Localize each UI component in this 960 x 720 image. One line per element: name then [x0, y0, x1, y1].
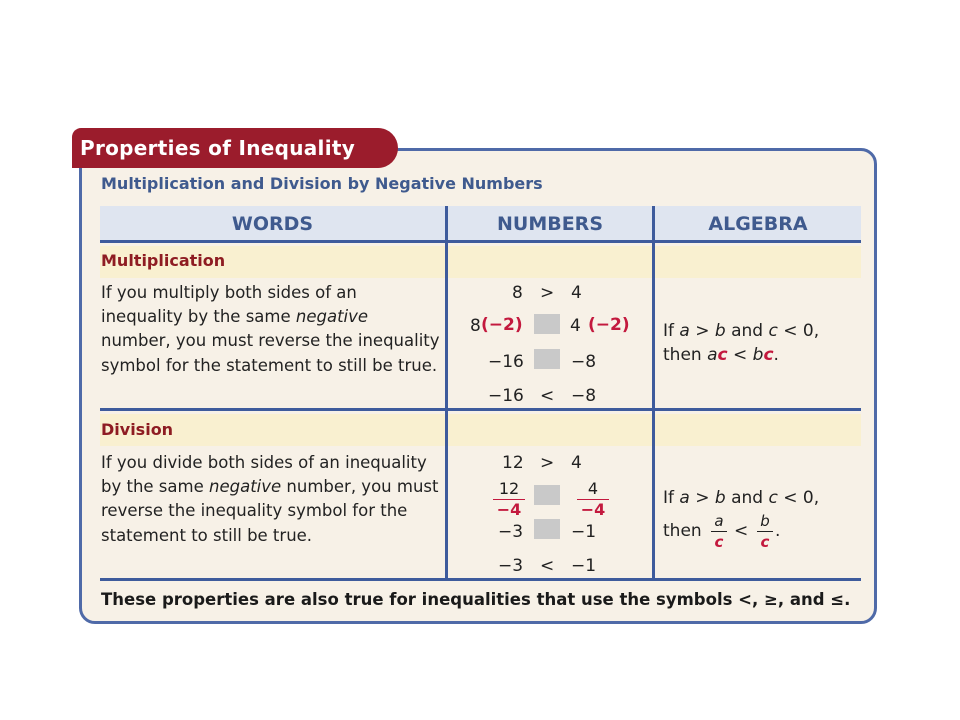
div-algebra-line1: If a > b and c < 0,	[663, 488, 820, 508]
mult-line3-left: −16	[488, 352, 524, 372]
column-divider-2	[652, 206, 655, 580]
mult-line2-left: 8	[470, 316, 481, 336]
mult-line1-left: 8	[512, 283, 523, 303]
subtitle: Multiplication and Division by Negative Numbers	[101, 174, 543, 193]
div-algebra-fraction-b-den: c	[757, 531, 773, 551]
mult-line4-left: −16	[488, 386, 524, 406]
div-algebra-fraction-b-num: b	[760, 512, 770, 530]
div-algebra-lt: <	[734, 521, 749, 541]
div-algebra-fraction-a-den: c	[711, 531, 727, 551]
div-line2-left-numerator: 12	[498, 479, 520, 498]
mult-algebra-line2: then ac < bc.	[663, 345, 779, 365]
div-line2-blank	[534, 485, 560, 505]
mult-line2-factor-left: (−2)	[481, 315, 523, 335]
div-algebra-fraction-a	[711, 512, 727, 551]
div-line3-blank	[534, 519, 560, 539]
div-line4-left: −3	[498, 556, 524, 576]
div-line4-op: <	[540, 556, 555, 576]
mult-line3-blank	[534, 349, 560, 369]
div-line1-right: 4	[571, 453, 582, 473]
mult-line1-right: 4	[571, 283, 582, 303]
mult-algebra-line1: If a > b and c < 0,	[663, 321, 820, 341]
header-numbers: NUMBERS	[448, 206, 652, 240]
column-divider-1	[445, 206, 448, 580]
div-line3-left: −3	[498, 522, 524, 542]
header-algebra: ALGEBRA	[655, 206, 861, 240]
div-algebra-fraction-b	[757, 512, 773, 551]
div-line4-right: −1	[571, 556, 597, 576]
division-band	[100, 414, 861, 446]
multiplication-words: If you multiply both sides of an inequality by the same negative number, you must reverse the inequality symbol for the statement to still be true.	[101, 283, 440, 375]
mult-line2-right: 4	[570, 316, 581, 336]
div-line2-left-fraction	[493, 480, 525, 519]
div-line2-left-denominator: −4	[493, 499, 525, 519]
div-line2-right-numerator: 4	[587, 479, 599, 498]
div-algebra-period: .	[775, 521, 781, 541]
div-algebra-then: then	[663, 521, 702, 541]
header-words: WORDS	[100, 206, 445, 240]
mult-line4-right: −8	[571, 386, 597, 406]
div-line2-right-fraction	[577, 480, 609, 519]
multiplication-label: Multiplication	[101, 251, 226, 270]
division-label: Division	[101, 420, 174, 439]
page-title: Properties of Inequality	[72, 128, 398, 168]
div-algebra-fraction-a-num: a	[714, 512, 724, 530]
mult-line2-factor-right: (−2)	[588, 315, 630, 335]
div-line2-right-denominator: −4	[577, 499, 609, 519]
division-words: If you divide both sides of an inequality by the same negative number, you must reverse the inequality symbol for the statement to still be true.	[101, 453, 439, 545]
div-line1-op: >	[540, 453, 555, 473]
bottom-rule	[100, 578, 861, 581]
header-rule	[100, 240, 861, 243]
mult-line3-right: −8	[571, 352, 597, 372]
mult-line1-op: >	[540, 283, 555, 303]
div-line3-right: −1	[571, 522, 597, 542]
footer-note: These properties are also true for inequalities that use the symbols <, ≥, and ≤.	[101, 590, 851, 609]
div-line1-left: 12	[502, 453, 524, 473]
mult-line4-op: <	[540, 386, 555, 406]
section-rule	[100, 408, 861, 411]
mult-line2-blank	[534, 314, 560, 334]
